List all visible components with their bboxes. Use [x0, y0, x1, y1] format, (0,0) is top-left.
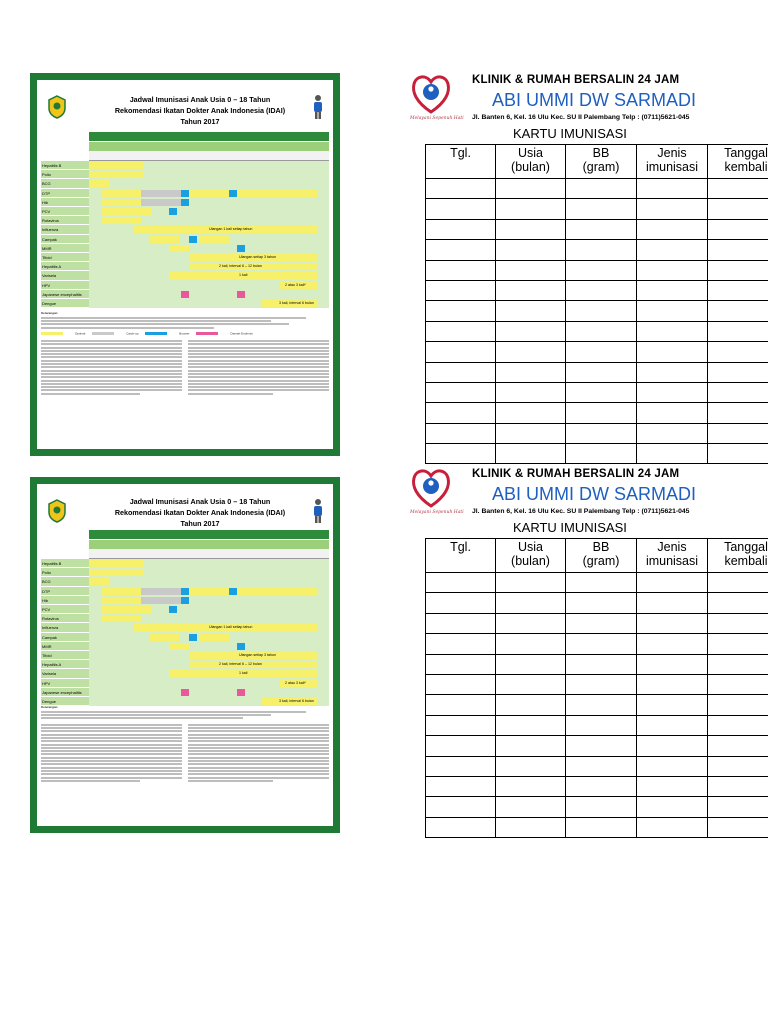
idai-emblem-icon — [45, 498, 69, 524]
table-row — [426, 382, 768, 402]
idai-emblem-icon — [45, 94, 69, 120]
table-row — [426, 674, 768, 694]
table-row — [426, 280, 768, 300]
card-title: KARTU IMUNISASI — [513, 126, 627, 141]
clinic-logo-icon — [410, 72, 452, 116]
clinic-brand: ABI UMMI DW SARMADI — [492, 90, 697, 110]
schedule-notes: Keterangan Optimal Catch-up Booster Daerah Endemis — [41, 312, 329, 396]
header-tgl: Tgl. — [426, 145, 496, 179]
immunization-table — [425, 538, 768, 838]
header-jenis: Jenis imunisasi — [637, 145, 708, 179]
table-row — [426, 776, 768, 796]
table-row — [426, 756, 768, 776]
table-row — [426, 260, 768, 280]
child-figure-icon — [311, 498, 325, 524]
table-row — [426, 634, 768, 654]
table-row — [426, 179, 768, 199]
header-tanggal: Tanggal kembali — [708, 145, 768, 179]
header-tgl: Tgl. — [426, 539, 496, 573]
immunization-schedule-2: Jadwal Imunisasi Anak Usia 0 – 18 Tahun Rekomendasi Ikatan Dokter Anak Indonesia (IDAI) Tahun 2017 Hepatitis B Polio BCG DTP Hib PCV Rotavirus Influenza Ulangan 1 kali setiap tahun Campak MMR Tifoid Ulangan setiap 3 tahun Hepatitis A 2 kali, interval 6 – 12 bulan Varisela 1 kali HPV 2 atau 3 kali* Japanese encephalitis Dengue 3 kali, interval 6 bulan Keterangan — [30, 477, 340, 833]
table-row — [426, 301, 768, 321]
clinic-name: KLINIK & RUMAH BERSALIN 24 JAM — [472, 74, 680, 86]
table-row — [426, 573, 768, 593]
clinic-name: KLINIK & RUMAH BERSALIN 24 JAM — [472, 468, 680, 480]
table-row — [426, 695, 768, 715]
clinic-brand: ABI UMMI DW SARMADI — [492, 484, 697, 504]
immunization-schedule-1: Jadwal Imunisasi Anak Usia 0 – 18 Tahun Rekomendasi Ikatan Dokter Anak Indonesia (IDAI) Tahun 2017 Hepatitis B Polio BCG DTP Hib PCV Rotavirus Influenza Ulangan 1 kali setiap tahun Campak MMR Tifoid Ulangan setiap 3 tahun Hepatitis A 2 kali, interval 6 – 12 bulan Varisela 1 kali HPV 2 atau 3 kali* Japanese encephalitis Dengue 3 kali, interval 6 bulan Keterangan Optimal Catch-up Booster Daerah Endemis — [30, 73, 340, 456]
header-tanggal: Tanggal kembali — [708, 539, 768, 573]
clinic-card-1: Melayani Sepenuh Hati KLINIK & RUMAH BERSALIN 24 JAM ABI UMMI DW SARMADI Jl. Banten 6, Kel. 16 Ulu Kec. SU II Palembang Telp : (0711)5621-045 KARTU IMUNISASI Tgl. Usia (bulan) BB (gram) Jenis imunisasi Tanggal kembali — [410, 72, 758, 447]
table-row — [426, 342, 768, 362]
schedule-subtitle: Rekomendasi Ikatan Dokter Anak Indonesia (IDAI) Tahun 2017 — [114, 508, 286, 528]
schedule-subtitle: Rekomendasi Ikatan Dokter Anak Indonesia (IDAI) Tahun 2017 — [114, 106, 286, 126]
table-row — [426, 219, 768, 239]
table-row — [426, 362, 768, 382]
header-usia: Usia (bulan) — [496, 145, 566, 179]
table-row — [426, 321, 768, 341]
header-jenis: Jenis imunisasi — [637, 539, 708, 573]
clinic-address: Jl. Banten 6, Kel. 16 Ulu Kec. SU II Palembang Telp : (0711)5621-045 — [472, 114, 690, 121]
table-row — [426, 593, 768, 613]
table-row — [426, 423, 768, 443]
header-bb: BB (gram) — [566, 145, 637, 179]
table-row — [426, 736, 768, 756]
immunization-table — [425, 144, 768, 464]
clinic-card-2: Melayani Sepenuh Hati KLINIK & RUMAH BERSALIN 24 JAM ABI UMMI DW SARMADI Jl. Banten 6, Kel. 16 Ulu Kec. SU II Palembang Telp : (0711)5621-045 KARTU IMUNISASI Tgl. Usia (bulan) BB (gram) Jenis imunisasi Tanggal kembali — [410, 466, 758, 841]
card-title: KARTU IMUNISASI — [513, 520, 627, 535]
table-row — [426, 817, 768, 837]
clinic-address: Jl. Banten 6, Kel. 16 Ulu Kec. SU II Palembang Telp : (0711)5621-045 — [472, 508, 690, 515]
schedule-notes: Keterangan — [41, 706, 329, 783]
header-bb: BB (gram) — [566, 539, 637, 573]
table-row — [426, 654, 768, 674]
table-row — [426, 715, 768, 735]
header-usia: Usia (bulan) — [496, 539, 566, 573]
table-row — [426, 444, 768, 464]
table-row — [426, 403, 768, 423]
table-row — [426, 613, 768, 633]
table-row — [426, 199, 768, 219]
schedule-title: Jadwal Imunisasi Anak Usia 0 – 18 Tahun — [129, 497, 271, 506]
child-figure-icon — [311, 94, 325, 120]
table-row — [426, 797, 768, 817]
schedule-title: Jadwal Imunisasi Anak Usia 0 – 18 Tahun — [129, 95, 271, 104]
clinic-logo-icon — [410, 466, 452, 510]
table-row — [426, 240, 768, 260]
